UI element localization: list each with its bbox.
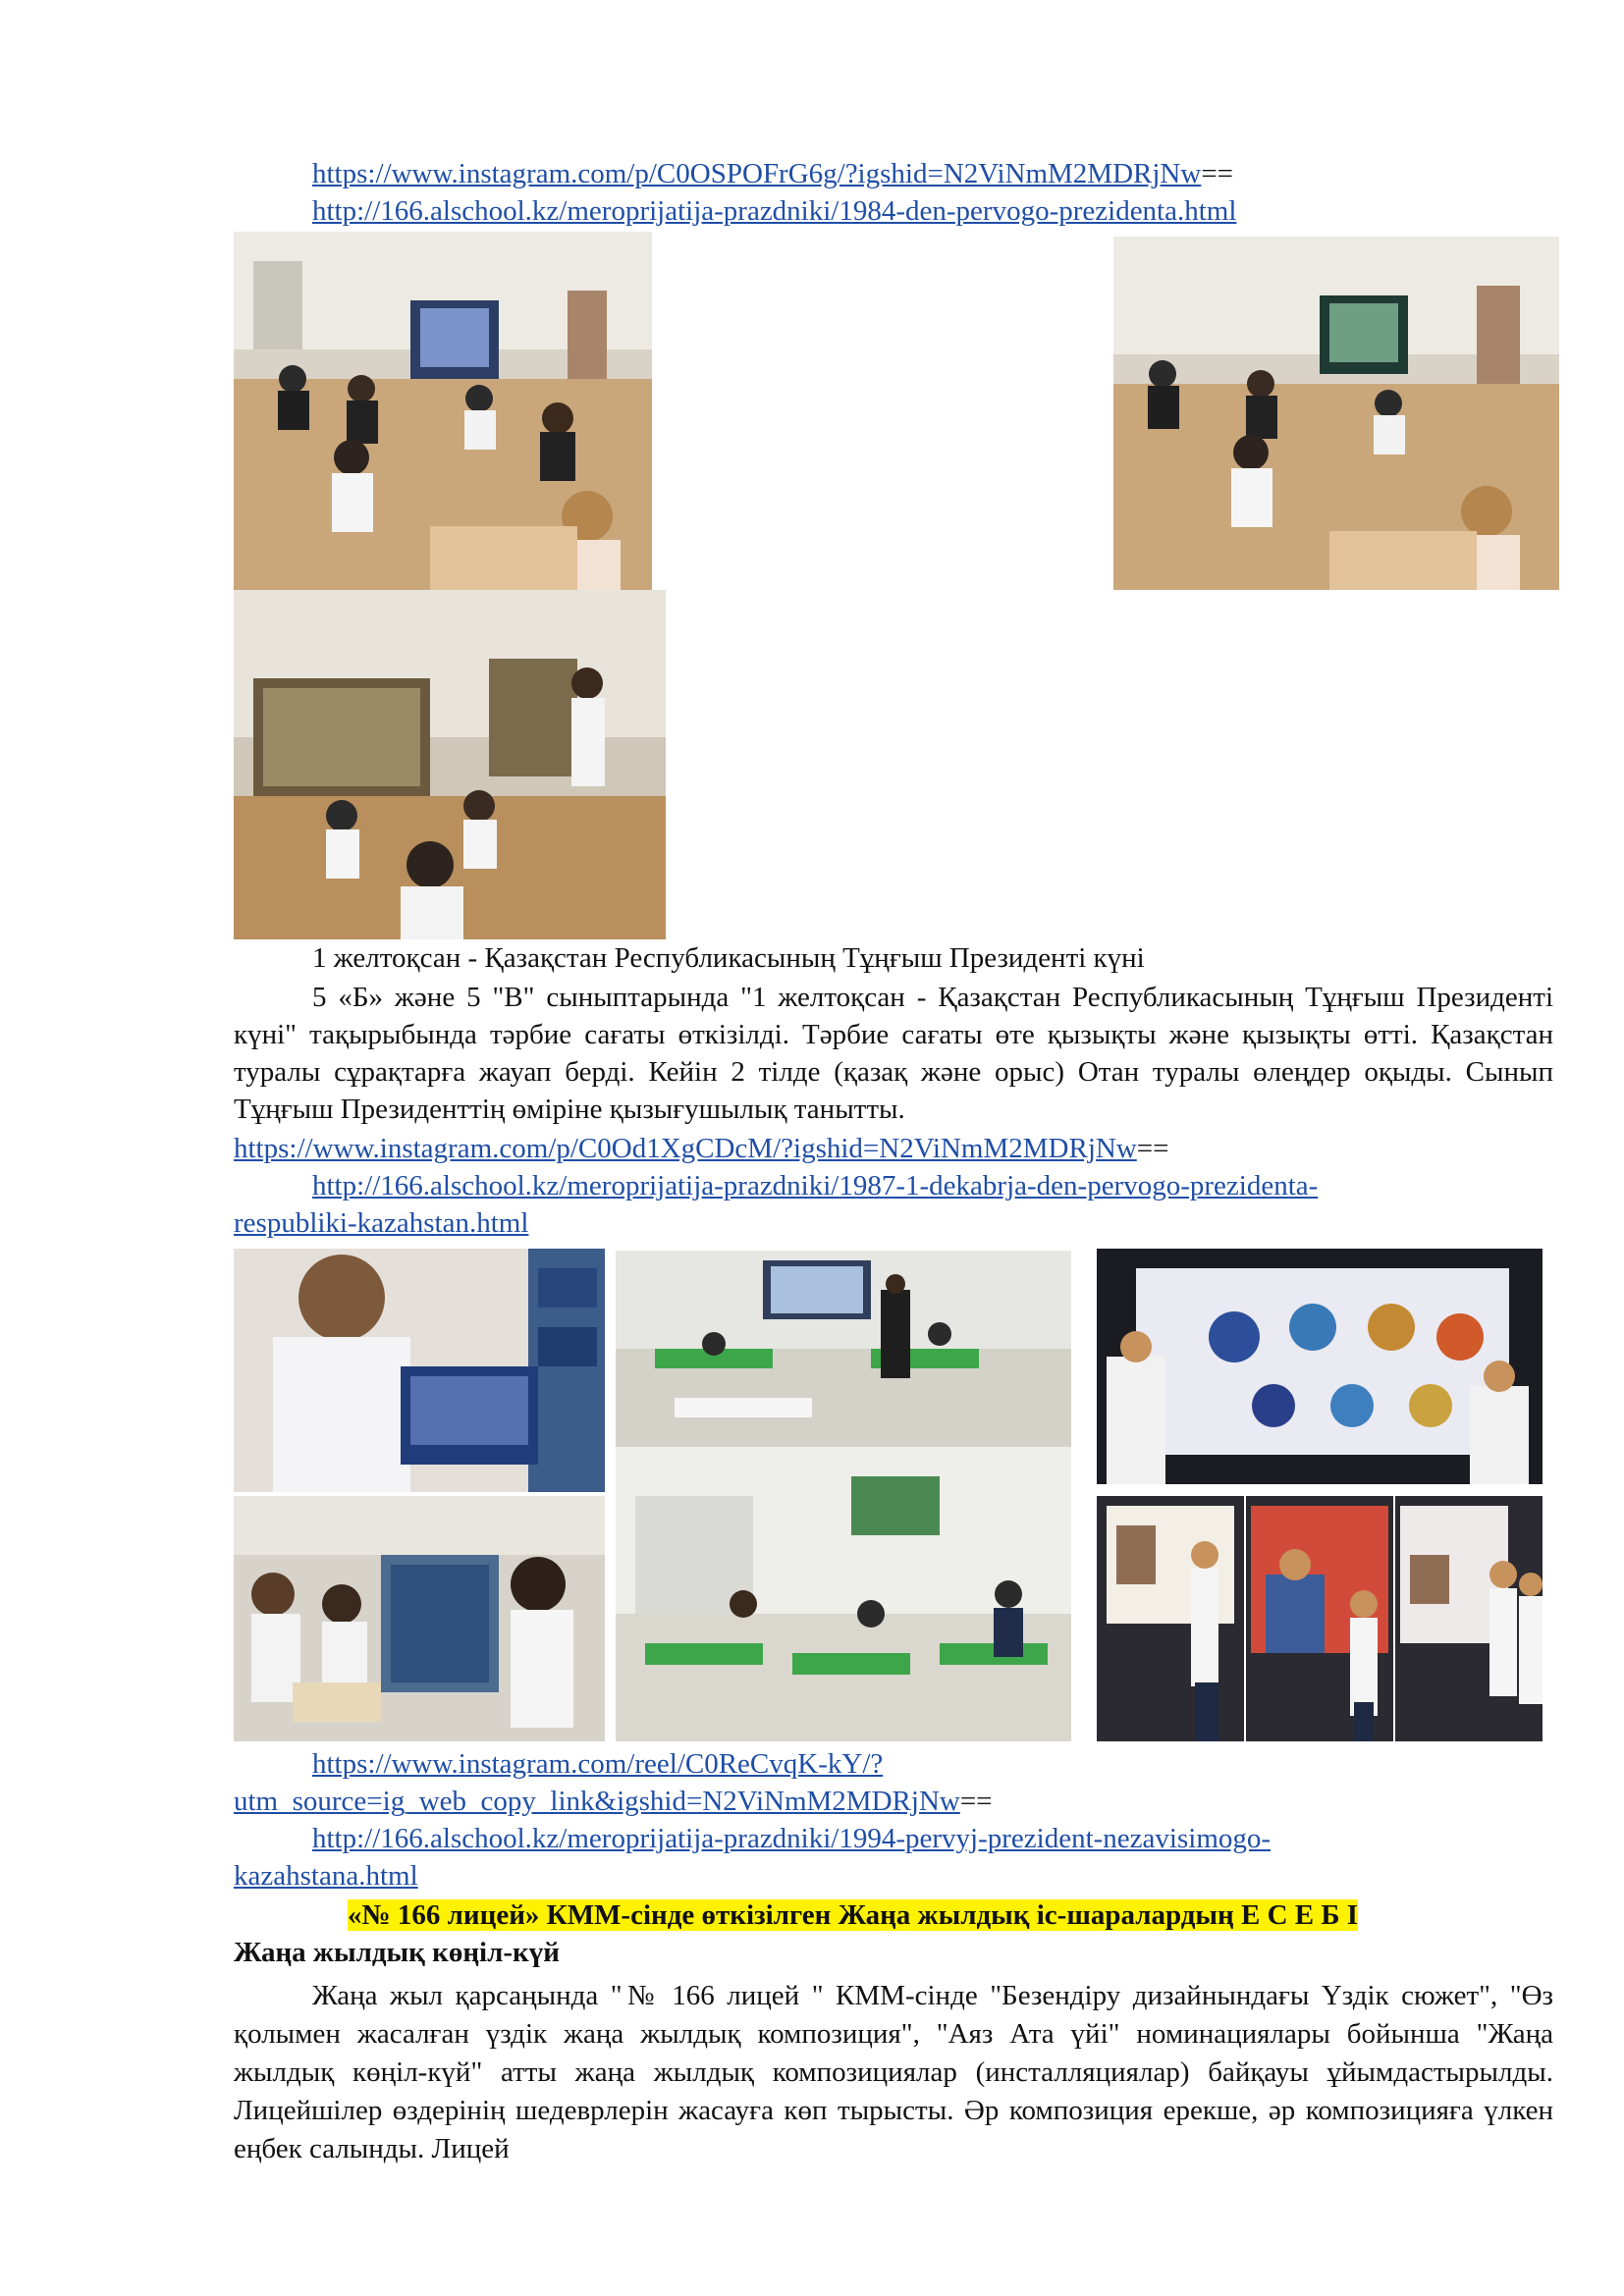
report-body: Жаңа жыл қарсаңында "№ 166 лицей " КММ-сінде "Безендіру дизайнындағы Үздік сюжет", "Өз қолымен жасалған үздік жаңа жылдық композиция", "Аяз Ата үйі" номинациялары бойынша "Жаңа жылдық көңіл-күй" атты жаңа жылдық композициялар (инсталляциялар) байқауы ұйымдастырылды. Лицейшілер өздерінің шедеврлерін жасауға көп тырысты. Әр композиция ерекше, әр композицияға үлкен еңбек салынды. Лицей bbox=[234, 1980, 1553, 2164]
link-suffix: == bbox=[959, 1786, 993, 1817]
alschool-link-3-line-1 bbox=[312, 1822, 1271, 1855]
section1-body: 5 «Б» және 5 "В" сыныптарында "1 желтоқсан - Қазақстан Республикасының Тұңғыш Президенті күні" тақырыбында тәрбие сағаты өткізілді. Тәрбие сағаты өте қызықты және қызықты өтті. Қазақстан туралы сұрақтарға жауап берді. Кейін 2 тілде (қазақ және орыс) Отан туралы өлеңдер оқыды. Сынып Тұңғыш Президенттің өміріне қызығушылық танытты. bbox=[234, 982, 1553, 1125]
alschool-link-2-line-2 bbox=[234, 1206, 528, 1240]
link-suffix: == bbox=[1201, 158, 1234, 189]
alschool-link-3b[interactable]: kazahstana.html bbox=[234, 1860, 418, 1892]
report-heading-text: «№ 166 лицей» КММ-сінде өткізілген Жаңа жылдық іс-шаралардың Е С Е Б І bbox=[348, 1899, 1359, 1931]
classroom-photo-1 bbox=[234, 232, 652, 591]
presentation-photo-2 bbox=[1097, 1496, 1244, 1741]
library-photo-2 bbox=[234, 1496, 605, 1741]
instagram-link-1-line bbox=[312, 157, 1233, 190]
classroom-photo-2 bbox=[1113, 237, 1559, 590]
section1-title: 1 желтоқсан - Қазақстан Республикасының Тұңғыш Президенті күні bbox=[312, 942, 1145, 974]
instagram-link-2-line bbox=[234, 1132, 1169, 1165]
instagram-link-3-line-2 bbox=[234, 1785, 993, 1818]
instagram-link-2[interactable]: https://www.instagram.com/p/C0Od1XgCDcM/?igshid=N2ViNmM2MDRjNw bbox=[234, 1133, 1137, 1164]
instagram-link-3a[interactable]: https://www.instagram.com/reel/C0ReCvqK-kY/? bbox=[312, 1748, 884, 1780]
presentation-photo-3 bbox=[1246, 1496, 1393, 1741]
alschool-link-2b[interactable]: respubliki-kazahstan.html bbox=[234, 1207, 529, 1239]
report-subheading: Жаңа жылдық көңіл-күй bbox=[234, 1937, 560, 1968]
link-suffix: == bbox=[1136, 1133, 1169, 1164]
alschool-link-1[interactable]: http://166.alschool.kz/meroprijatija-prazdniki/1984-den-pervogo-prezidenta.html bbox=[312, 195, 1237, 227]
instagram-link-3-line-1 bbox=[312, 1747, 883, 1781]
alschool-link-3-line-2 bbox=[234, 1859, 418, 1893]
alschool-link-2a[interactable]: http://166.alschool.kz/meroprijatija-prazdniki/1987-1-dekabrja-den-pervogo-prezidenta- bbox=[312, 1170, 1319, 1201]
presentation-photo-1 bbox=[1097, 1249, 1543, 1484]
classroom-photo-5 bbox=[616, 1447, 1071, 1741]
instagram-link-3b[interactable]: utm_source=ig_web_copy_link&igshid=N2ViNmM2MDRjNw bbox=[234, 1786, 960, 1817]
classroom-photo-4 bbox=[616, 1251, 1071, 1447]
alschool-link-2-line-1 bbox=[312, 1169, 1318, 1202]
instagram-link-1[interactable]: https://www.instagram.com/p/C0OSPOFrG6g/?igshid=N2ViNmM2MDRjNw bbox=[312, 158, 1202, 189]
presentation-photo-4 bbox=[1395, 1496, 1543, 1741]
report-heading bbox=[348, 1898, 1358, 1932]
library-photo-1 bbox=[234, 1249, 605, 1492]
alschool-link-1-line bbox=[312, 194, 1236, 228]
alschool-link-3a[interactable]: http://166.alschool.kz/meroprijatija-prazdniki/1994-pervyj-prezident-nezavisimogo- bbox=[312, 1823, 1272, 1854]
classroom-photo-3 bbox=[234, 590, 666, 939]
